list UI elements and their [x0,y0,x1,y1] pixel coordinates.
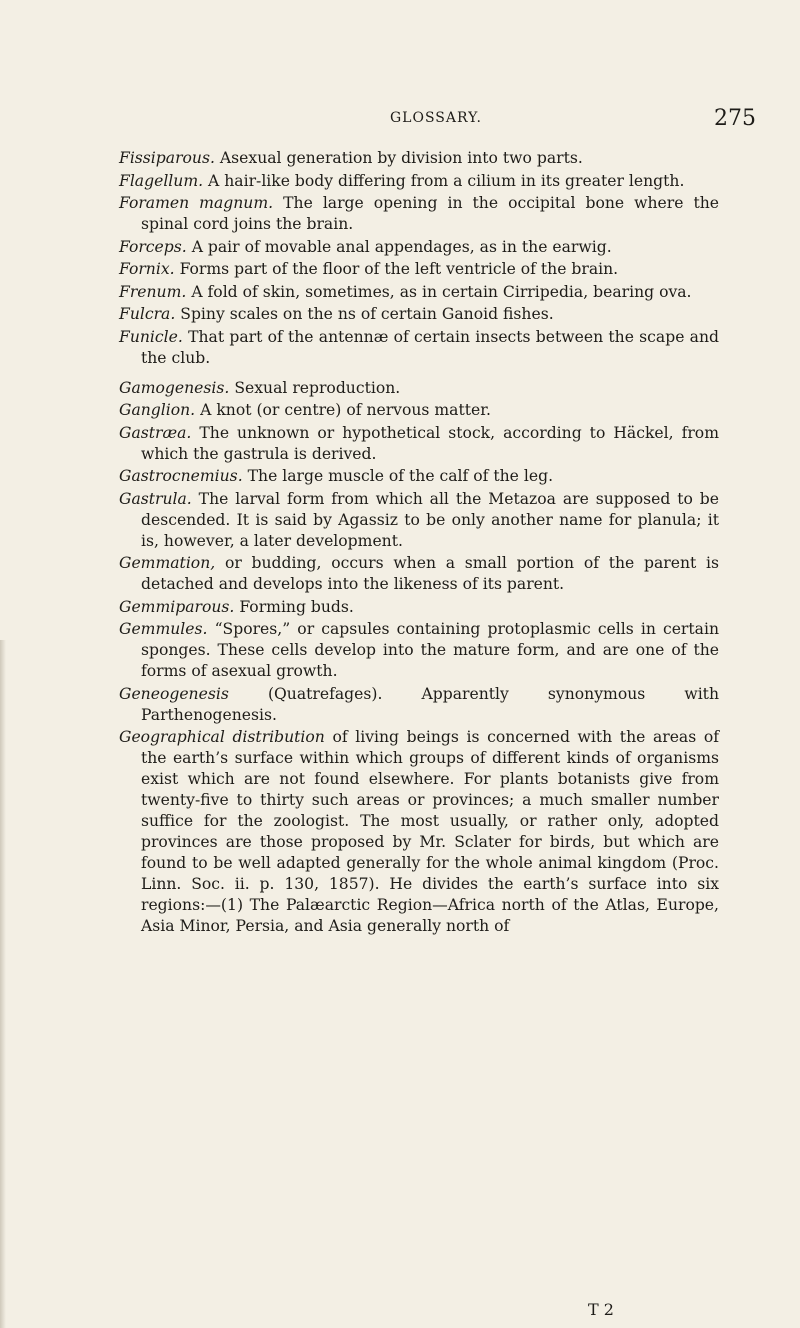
entry-term: Flagellum. [119,171,204,190]
entry-definition: The larval form from which all the Metazoa are supposed to be descended. It is said by Agassiz to be only another name for planula; it is, however, a later development. [141,489,719,550]
signature-mark: T 2 [588,1300,614,1319]
entry-term: Forceps. [119,237,187,256]
glossary-entry [119,619,719,682]
glossary-entry [119,727,719,937]
entry-term: Foramen magnum. [119,194,274,212]
running-head: GLOSSARY. [390,110,483,126]
glossary-entry [119,282,719,303]
entry-definition: Spiny scales on the ns of certain Ganoid fishes. [180,305,554,323]
glossary-entry [119,171,719,192]
entry-term: Frenum. [119,282,187,301]
entry-term: Gemmiparous. [119,597,235,616]
glossary-entry [119,684,719,726]
entry-definition: of living beings is concerned with the areas of the earth’s surface within which groups of different kinds of organisms exist which are not found elsewhere. For plants botanists give from twenty-five to thirty such areas or provinces; a much smaller number suffice for the zoologist. The most usually, or rather only, adopted provinces are those proposed by Mr. Sclater for birds, but which are found to be well adapted generally for the whole animal kingdom (Proc. Linn. Soc. ii. p. 130, 1857). He divides the earth’s surface into six regions:—(1) The Palæarctic Region—Africa north of the Atlas, Europe, Asia Minor, Persia, and Asia generally north of [141,728,719,935]
entry-definition: A pair of movable anal appendages, as in the earwig. [191,237,612,256]
glossary-entry [119,489,719,552]
entry-definition: That part of the antennæ of certain insects between the scape and the club. [141,327,719,367]
entry-term: Gastrocnemius. [119,467,243,485]
glossary-entry [119,597,719,618]
entry-term: Gastrula. [119,489,192,508]
entry-definition: “Spores,” or capsules containing protoplasmic cells in certain sponges. These cells develop into the mature form, and are one of the forms of asexual growth. [141,620,719,680]
glossary-entry [119,259,719,280]
entry-term: Gemmation, [119,554,216,572]
entry-term: Funicle. [119,327,183,346]
entry-term: Geneogenesis [119,684,229,703]
entry-term: Gemmules. [119,620,208,638]
entry-definition: or budding, occurs when a small portion of the parent is detached and develops into the likeness of its parent. [141,554,719,593]
glossary-entry [119,304,719,325]
entry-definition: A knot (or centre) of nervous matter. [200,401,491,419]
glossary-entry [119,466,719,487]
glossary-entry [119,237,719,258]
entry-definition: Forms part of the floor of the left ventricle of the brain. [179,260,619,278]
entry-term: Geographical distribution [119,728,325,746]
entry-term: Fulcra. [119,305,176,323]
glossary-text [119,148,719,939]
entry-definition: Forming buds. [239,597,354,616]
entry-definition: The large opening in the occipital bone where the spinal cord joins the brain. [141,194,719,233]
entry-definition: The unknown or hypothetical stock, according to Häckel, from which the gastrula is derived. [141,423,719,463]
page-edge-shadow [0,640,6,1328]
glossary-entry [119,553,719,595]
entry-definition: The large muscle of the calf of the leg. [247,467,554,485]
entry-definition: A hair-like body differing from a cilium in its greater length. [208,171,685,190]
glossary-entry [119,400,719,421]
entry-term: Gamogenesis. [119,378,230,397]
glossary-entry [119,148,719,169]
entry-definition: Asexual generation by division into two parts. [219,149,583,167]
glossary-entry [119,423,719,465]
page-number: 275 [714,106,756,131]
entry-definition: Sexual reproduction. [234,378,401,397]
entry-term: Fissiparous. [119,149,215,167]
entry-term: Fornix. [119,260,175,278]
glossary-entry [119,327,719,369]
entry-term: Ganglion. [119,401,196,419]
entry-definition: (Quatrefages). Apparently synonymous with Parthenogenesis. [141,684,719,724]
glossary-entry [119,193,719,235]
entry-definition: A fold of skin, sometimes, as in certain Cirripedia, bearing ova. [191,282,692,301]
glossary-entry [119,378,719,399]
entry-term: Gastræa. [119,423,192,442]
